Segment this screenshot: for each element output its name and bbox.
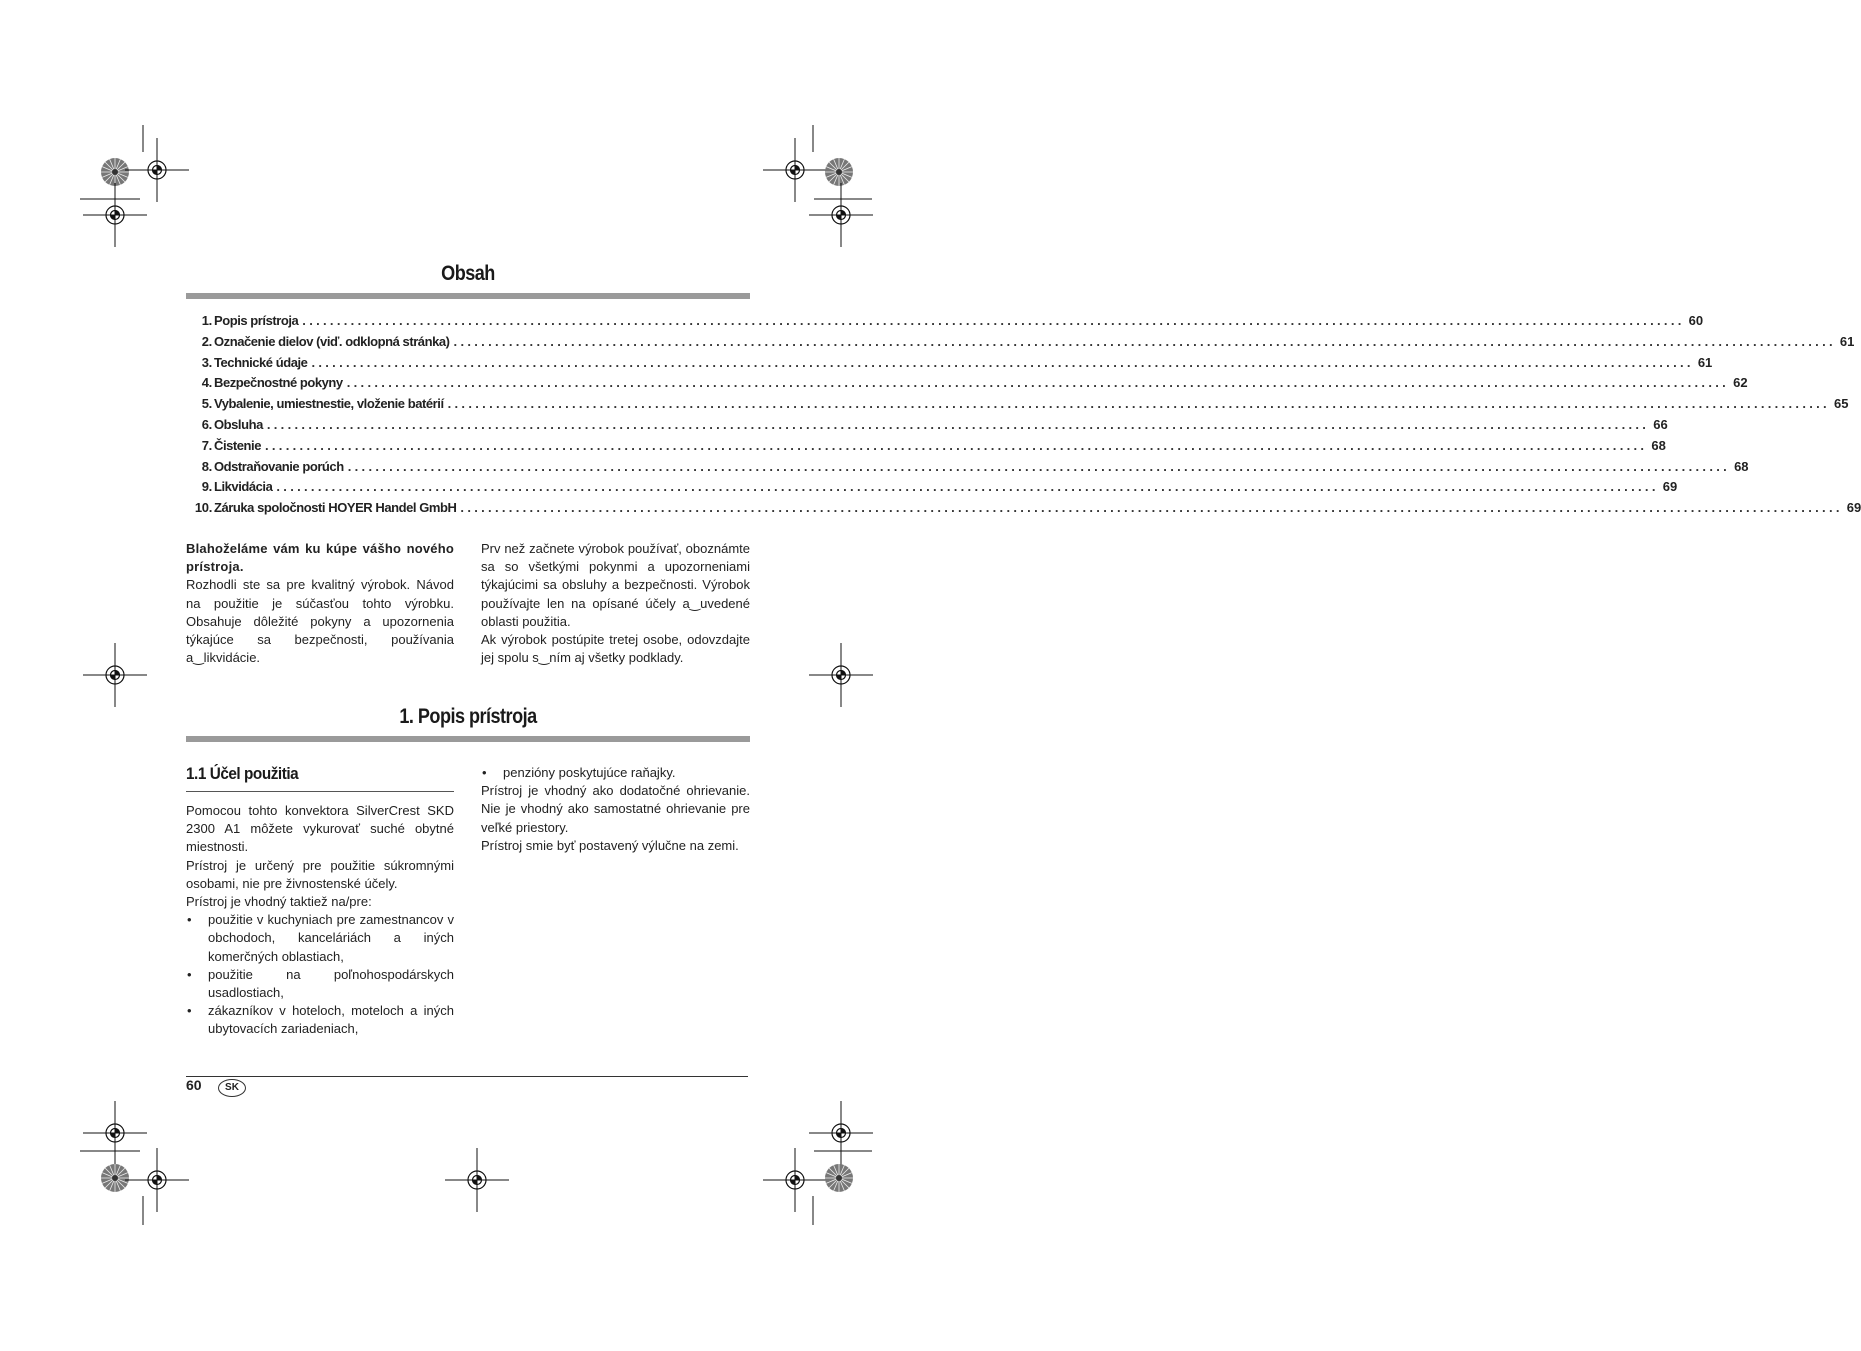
section-left-column: [186, 802, 454, 1039]
toc-entry-title: Čistenie: [214, 437, 261, 453]
usage-list: [186, 911, 454, 1038]
toc-leader-dots: ........................................................................................................................................................................................................: [276, 479, 1659, 495]
purpose-paragraph-3: Prístroj je vhodný taktiež na/pre:: [186, 894, 372, 910]
toc-entry-page: 61: [1839, 333, 1855, 349]
list-item: • použitie na poľnohospodárskych usadlostiach,: [186, 966, 454, 1002]
toc-entry-page: 65: [1833, 396, 1849, 412]
placement-paragraph: Prístroj smie byť postavený výlučne na zemi.: [481, 837, 739, 853]
color-wheel-icon: [101, 1164, 129, 1192]
toc-leader-dots: ........................................................................................................................................................................................................: [347, 458, 1731, 474]
registration-target-icon: [809, 1101, 873, 1165]
toc-leader-dots: ........................................................................................................................................................................................................: [453, 333, 1836, 349]
list-item: • použitie v kuchyniach pre zamestnancov v obchodoch, kanceláriách a iných komerčných oblastiach,: [186, 911, 454, 966]
toc-entry-title: Odstraňovanie porúch: [214, 458, 344, 474]
toc-entry-page: 68: [1734, 458, 1749, 474]
toc-leader-dots: ........................................................................................................................................................................................................: [264, 437, 1648, 453]
toc-entry-page: 68: [1651, 437, 1666, 453]
toc-entry-title: Obsluha: [214, 416, 263, 432]
toc-entry-title: Záruka spoločnosti HOYER Handel GmbH: [214, 500, 457, 516]
registration-target-icon: [809, 643, 873, 707]
toc-entry-number: 6.: [201, 416, 212, 432]
table-of-contents: [186, 311, 1861, 519]
suitability-paragraph: Prístroj je vhodný ako dodatočné ohrievanie. Nie je vhodný ako samostatné ohrievanie pre veľké priestory.: [481, 783, 750, 835]
footer-rule: [186, 1076, 748, 1077]
toc-entry: [186, 353, 1713, 374]
toc-leader-dots: ........................................................................................................................................................................................................: [311, 354, 1694, 370]
language-badge: SK: [218, 1079, 246, 1097]
toc-entry: [186, 477, 1678, 498]
subsection-title: 1.1 Účel použitia: [186, 764, 299, 783]
toc-entry-page: 60: [1688, 313, 1704, 328]
toc-entry: [186, 311, 1704, 332]
color-wheel-icon: [825, 1164, 853, 1192]
toc-entry-title: Likvidácia: [214, 479, 273, 495]
toc-entry-title: Bezpečnostné pokyny: [214, 375, 343, 391]
purpose-paragraph-1: Pomocou tohto konvektora SilverCrest SKD 2300 A1 môžete vykurovať suché obytné miestnosti.: [186, 803, 454, 855]
page-number: 60: [186, 1077, 202, 1093]
registration-target-icon: [763, 138, 827, 202]
toc-entry-number: 1.: [201, 313, 212, 328]
section-right-column: [481, 764, 750, 855]
list-item: • zákazníkov v hoteloch, moteloch a iných ubytovacích zariadeniach,: [186, 1002, 454, 1038]
registration-target-icon: [125, 1148, 189, 1212]
toc-leader-dots: ........................................................................................................................................................................................................: [447, 396, 1830, 412]
registration-target-icon: [763, 1148, 827, 1212]
color-wheel-icon: [825, 158, 853, 186]
registration-target-icon: [83, 643, 147, 707]
toc-entry-number: 8.: [201, 458, 212, 474]
registration-target-icon: [83, 1101, 147, 1165]
registration-target-icon: [445, 1148, 509, 1212]
toc-divider: [186, 293, 750, 299]
toc-entry-title: Označenie dielov (viď. odklopná stránka): [214, 333, 450, 349]
toc-entry-page: 66: [1653, 416, 1668, 432]
toc-entry: [186, 498, 1861, 519]
subsection-rule: [186, 791, 454, 792]
purpose-paragraph-2: Prístroj je určený pre použitie súkromnými osobami, nie pre živnostenské účely.: [186, 857, 454, 891]
toc-entry: [186, 436, 1666, 457]
toc-leader-dots: ........................................................................................................................................................................................................: [266, 416, 1650, 432]
toc-entry-page: 69: [1846, 500, 1861, 516]
toc-entry: [186, 332, 1855, 353]
registration-target-icon: [83, 183, 147, 247]
section-title: 1. Popis prístroja: [399, 705, 537, 728]
toc-entry-page: 62: [1733, 375, 1748, 391]
toc-entry-number: 3.: [201, 354, 212, 370]
toc-leader-dots: ........................................................................................................................................................................................................: [460, 500, 1843, 516]
intro-right-column: [481, 540, 750, 667]
toc-entry-number: 2.: [201, 333, 212, 349]
toc-leader-dots: ........................................................................................................................................................................................................: [302, 313, 1685, 328]
toc-entry-number: 9.: [201, 479, 212, 495]
intro-right-text-1: Prv než začnete výrobok používať, oboznámte sa so všetkými pokynmi a upozorneniami týkajúcimi sa obsluhy a bezpečnosti. Výrobok používajte len na opísané účely a‿uvedené oblasti použitia.: [481, 541, 750, 629]
usage-list-continued: [481, 764, 750, 782]
toc-entry-title: Popis prístroja: [214, 313, 299, 328]
toc-entry: [186, 457, 1749, 478]
section-divider: [186, 736, 750, 742]
toc-entry-title: Technické údaje: [214, 354, 308, 370]
toc-entry: [186, 415, 1668, 436]
toc-entry: [186, 394, 1849, 415]
list-item: • penzióny poskytujúce raňajky.: [481, 764, 750, 782]
toc-title: Obsah: [441, 262, 495, 285]
toc-entry-number: 4.: [201, 375, 212, 391]
toc-entry-number: 10.: [194, 500, 212, 516]
intro-heading: Blahoželáme vám ku kúpe vášho nového prístroja.: [186, 541, 454, 575]
toc-entry-title: Vybalenie, umiestnestie, vloženie batérií: [214, 396, 444, 412]
intro-left-column: [186, 540, 454, 667]
toc-entry-page: 61: [1697, 354, 1713, 370]
toc-entry: [186, 373, 1748, 394]
intro-right-text-2: Ak výrobok postúpite tretej osobe, odovzdajte jej spolu s‿ním aj všetky podklady.: [481, 632, 750, 666]
registration-target-icon: [809, 183, 873, 247]
color-wheel-icon: [101, 158, 129, 186]
toc-entry-number: 5.: [201, 396, 212, 412]
toc-entry-page: 69: [1662, 479, 1678, 495]
toc-entry-number: 7.: [201, 437, 212, 453]
toc-leader-dots: ........................................................................................................................................................................................................: [346, 375, 1730, 391]
registration-target-icon: [125, 138, 189, 202]
intro-left-text: Rozhodli ste sa pre kvalitný výrobok. Návod na použitie je súčasťou tohto výrobku. Obsahuje dôležité pokyny a upozornenia týkajúce sa bezpečnosti, používania a‿likvidácie.: [186, 577, 454, 666]
